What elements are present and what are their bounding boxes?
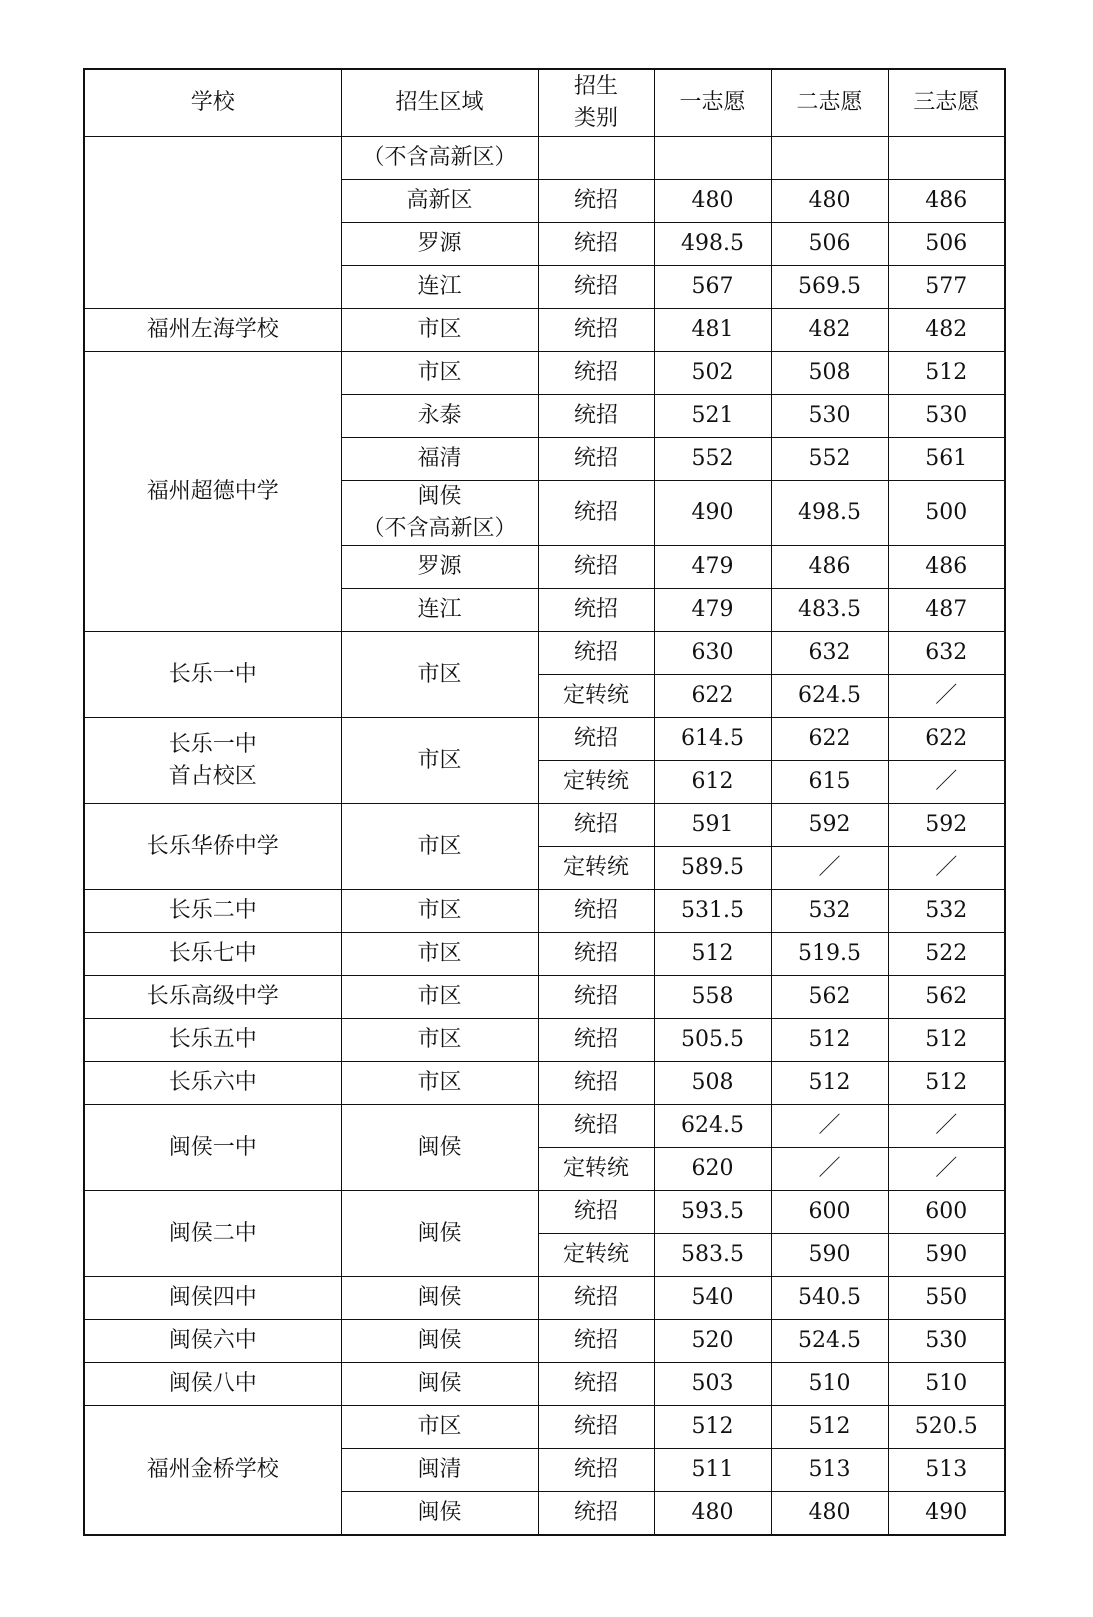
choice-1-score: 511 <box>654 1449 771 1492</box>
type-cell: 统招 <box>538 395 654 438</box>
choice-2-score: 532 <box>771 890 888 933</box>
choice-2-score: 624.5 <box>771 675 888 718</box>
type-cell: 统招 <box>538 1449 654 1492</box>
type-cell: 统招 <box>538 933 654 976</box>
school-cell: 长乐六中 <box>84 1062 341 1105</box>
choice-2-score: 519.5 <box>771 933 888 976</box>
type-cell: 统招 <box>538 546 654 589</box>
choice-3-score: 510 <box>888 1363 1005 1406</box>
region-cell: 市区 <box>341 1019 538 1062</box>
school-cell: 长乐华侨中学 <box>84 804 341 890</box>
table-body <box>84 137 1005 1536</box>
choice-2-score: 510 <box>771 1363 888 1406</box>
choice-3-score: ／ <box>888 761 1005 804</box>
school-cell: 长乐二中 <box>84 890 341 933</box>
school-cell: 闽侯六中 <box>84 1320 341 1363</box>
region-cell: 市区 <box>341 933 538 976</box>
region-cell: 市区 <box>341 1406 538 1449</box>
header-region: 招生区域 <box>341 69 538 137</box>
choice-3-score: 486 <box>888 546 1005 589</box>
choice-1-score: 612 <box>654 761 771 804</box>
choice-2-score: 590 <box>771 1234 888 1277</box>
choice-2-score: 506 <box>771 223 888 266</box>
type-cell: 统招 <box>538 1492 654 1536</box>
region-cell: 高新区 <box>341 180 538 223</box>
choice-2-score: ／ <box>771 847 888 890</box>
type-cell: 定转统 <box>538 675 654 718</box>
choice-2-score: ／ <box>771 1105 888 1148</box>
type-cell: 定转统 <box>538 1148 654 1191</box>
choice-2-score: 483.5 <box>771 589 888 632</box>
type-cell: 定转统 <box>538 1234 654 1277</box>
choice-2-score: ／ <box>771 1148 888 1191</box>
choice-1-score: 512 <box>654 1406 771 1449</box>
type-cell <box>538 137 654 180</box>
choice-2-score: 592 <box>771 804 888 847</box>
admission-score-table <box>83 68 1006 1536</box>
type-cell: 统招 <box>538 718 654 761</box>
school-cell: 长乐一中 首占校区 <box>84 718 341 804</box>
type-cell: 统招 <box>538 1363 654 1406</box>
choice-1-score: 531.5 <box>654 890 771 933</box>
choice-1-score: 558 <box>654 976 771 1019</box>
choice-2-score: 524.5 <box>771 1320 888 1363</box>
choice-3-score: 512 <box>888 1019 1005 1062</box>
header-choice-3: 三志愿 <box>888 69 1005 137</box>
choice-2-score: 512 <box>771 1406 888 1449</box>
table-row <box>84 1062 1005 1105</box>
choice-1-score: 614.5 <box>654 718 771 761</box>
table-row <box>84 352 1005 395</box>
choice-3-score: ／ <box>888 1148 1005 1191</box>
region-cell: 市区 <box>341 976 538 1019</box>
choice-1-score: 481 <box>654 309 771 352</box>
type-cell: 统招 <box>538 804 654 847</box>
choice-1-score: 508 <box>654 1062 771 1105</box>
type-cell: 定转统 <box>538 761 654 804</box>
school-cell: 长乐五中 <box>84 1019 341 1062</box>
choice-2-score: 512 <box>771 1062 888 1105</box>
choice-3-score: ／ <box>888 847 1005 890</box>
region-cell: 连江 <box>341 266 538 309</box>
table-row <box>84 890 1005 933</box>
type-cell: 统招 <box>538 976 654 1019</box>
choice-2-score: 615 <box>771 761 888 804</box>
region-cell: 闽侯 <box>341 1320 538 1363</box>
table-row <box>84 804 1005 847</box>
region-cell: 福清 <box>341 438 538 481</box>
choice-1-score: 620 <box>654 1148 771 1191</box>
header-row <box>84 69 1005 137</box>
choice-1-score: 490 <box>654 481 771 546</box>
choice-2-score <box>771 137 888 180</box>
region-cell: 闽侯 <box>341 1492 538 1536</box>
choice-1-score: 593.5 <box>654 1191 771 1234</box>
table-row <box>84 1363 1005 1406</box>
choice-1-score <box>654 137 771 180</box>
choice-1-score: 552 <box>654 438 771 481</box>
school-cell <box>84 137 341 309</box>
choice-1-score: 512 <box>654 933 771 976</box>
type-cell: 统招 <box>538 1406 654 1449</box>
choice-3-score: 513 <box>888 1449 1005 1492</box>
type-cell: 统招 <box>538 481 654 546</box>
choice-1-score: 505.5 <box>654 1019 771 1062</box>
region-cell: 罗源 <box>341 223 538 266</box>
region-cell: 市区 <box>341 309 538 352</box>
choice-2-score: 482 <box>771 309 888 352</box>
choice-2-score: 512 <box>771 1019 888 1062</box>
school-cell: 长乐一中 <box>84 632 341 718</box>
type-cell: 统招 <box>538 1277 654 1320</box>
choice-1-score: 622 <box>654 675 771 718</box>
type-cell: 统招 <box>538 180 654 223</box>
choice-3-score: 486 <box>888 180 1005 223</box>
school-cell: 福州金桥学校 <box>84 1406 341 1536</box>
region-cell: 市区 <box>341 718 538 804</box>
choice-1-score: 480 <box>654 1492 771 1536</box>
region-cell: （不含高新区） <box>341 137 538 180</box>
choice-3-score: 592 <box>888 804 1005 847</box>
choice-1-score: 480 <box>654 180 771 223</box>
choice-3-score: 622 <box>888 718 1005 761</box>
choice-2-score: 486 <box>771 546 888 589</box>
type-cell: 定转统 <box>538 847 654 890</box>
choice-1-score: 521 <box>654 395 771 438</box>
choice-3-score: 512 <box>888 1062 1005 1105</box>
choice-2-score: 540.5 <box>771 1277 888 1320</box>
choice-3-score <box>888 137 1005 180</box>
type-cell: 统招 <box>538 890 654 933</box>
choice-1-score: 502 <box>654 352 771 395</box>
choice-2-score: 600 <box>771 1191 888 1234</box>
choice-3-score: 562 <box>888 976 1005 1019</box>
choice-2-score: 569.5 <box>771 266 888 309</box>
choice-3-score: 482 <box>888 309 1005 352</box>
region-cell: 罗源 <box>341 546 538 589</box>
choice-3-score: 550 <box>888 1277 1005 1320</box>
region-cell: 闽侯 <box>341 1277 538 1320</box>
header-type: 招生 类别 <box>538 69 654 137</box>
choice-1-score: 583.5 <box>654 1234 771 1277</box>
type-cell: 统招 <box>538 309 654 352</box>
choice-1-score: 503 <box>654 1363 771 1406</box>
region-cell: 闽侯 <box>341 1191 538 1277</box>
type-cell: 统招 <box>538 589 654 632</box>
region-cell: 闽侯 <box>341 1105 538 1191</box>
choice-2-score: 480 <box>771 180 888 223</box>
table-row <box>84 1019 1005 1062</box>
school-cell: 闽侯一中 <box>84 1105 341 1191</box>
school-cell: 闽侯八中 <box>84 1363 341 1406</box>
region-cell: 闽侯 <box>341 1363 538 1406</box>
region-cell: 市区 <box>341 1062 538 1105</box>
choice-3-score: 500 <box>888 481 1005 546</box>
type-cell: 统招 <box>538 438 654 481</box>
choice-1-score: 589.5 <box>654 847 771 890</box>
choice-3-score: 522 <box>888 933 1005 976</box>
type-cell: 统招 <box>538 632 654 675</box>
choice-2-score: 530 <box>771 395 888 438</box>
choice-3-score: 530 <box>888 1320 1005 1363</box>
type-cell: 统招 <box>538 1105 654 1148</box>
choice-2-score: 513 <box>771 1449 888 1492</box>
table-row <box>84 137 1005 180</box>
school-cell: 福州左海学校 <box>84 309 341 352</box>
choice-3-score: 561 <box>888 438 1005 481</box>
choice-1-score: 624.5 <box>654 1105 771 1148</box>
header-choice-2: 二志愿 <box>771 69 888 137</box>
table-row <box>84 718 1005 761</box>
choice-1-score: 540 <box>654 1277 771 1320</box>
region-cell: 连江 <box>341 589 538 632</box>
choice-1-score: 630 <box>654 632 771 675</box>
choice-2-score: 498.5 <box>771 481 888 546</box>
school-cell: 福州超德中学 <box>84 352 341 632</box>
table-row <box>84 309 1005 352</box>
region-cell: 市区 <box>341 804 538 890</box>
school-cell: 闽侯二中 <box>84 1191 341 1277</box>
choice-2-score: 562 <box>771 976 888 1019</box>
choice-1-score: 498.5 <box>654 223 771 266</box>
choice-3-score: 577 <box>888 266 1005 309</box>
table-row <box>84 1191 1005 1234</box>
choice-2-score: 480 <box>771 1492 888 1536</box>
region-cell: 闽清 <box>341 1449 538 1492</box>
region-cell: 永泰 <box>341 395 538 438</box>
choice-1-score: 479 <box>654 589 771 632</box>
choice-1-score: 567 <box>654 266 771 309</box>
choice-2-score: 552 <box>771 438 888 481</box>
type-cell: 统招 <box>538 1062 654 1105</box>
school-cell: 长乐高级中学 <box>84 976 341 1019</box>
type-cell: 统招 <box>538 1191 654 1234</box>
table-row <box>84 1277 1005 1320</box>
type-cell: 统招 <box>538 352 654 395</box>
choice-3-score: 532 <box>888 890 1005 933</box>
table-row <box>84 1406 1005 1449</box>
choice-2-score: 632 <box>771 632 888 675</box>
type-cell: 统招 <box>538 1320 654 1363</box>
choice-3-score: ／ <box>888 675 1005 718</box>
school-cell: 闽侯四中 <box>84 1277 341 1320</box>
school-cell: 长乐七中 <box>84 933 341 976</box>
header-choice-1: 一志愿 <box>654 69 771 137</box>
table-row <box>84 1105 1005 1148</box>
choice-1-score: 520 <box>654 1320 771 1363</box>
table-row <box>84 632 1005 675</box>
choice-3-score: 632 <box>888 632 1005 675</box>
choice-3-score: 520.5 <box>888 1406 1005 1449</box>
region-cell: 市区 <box>341 632 538 718</box>
region-cell: 市区 <box>341 352 538 395</box>
choice-1-score: 591 <box>654 804 771 847</box>
table-row <box>84 933 1005 976</box>
region-cell: 市区 <box>341 890 538 933</box>
choice-3-score: 512 <box>888 352 1005 395</box>
type-cell: 统招 <box>538 1019 654 1062</box>
choice-2-score: 508 <box>771 352 888 395</box>
choice-3-score: 530 <box>888 395 1005 438</box>
table-row <box>84 1320 1005 1363</box>
choice-2-score: 622 <box>771 718 888 761</box>
choice-3-score: ／ <box>888 1105 1005 1148</box>
choice-3-score: 487 <box>888 589 1005 632</box>
choice-3-score: 590 <box>888 1234 1005 1277</box>
type-cell: 统招 <box>538 266 654 309</box>
choice-3-score: 490 <box>888 1492 1005 1536</box>
type-cell: 统招 <box>538 223 654 266</box>
choice-3-score: 600 <box>888 1191 1005 1234</box>
table-row <box>84 976 1005 1019</box>
choice-1-score: 479 <box>654 546 771 589</box>
header-school: 学校 <box>84 69 341 137</box>
choice-3-score: 506 <box>888 223 1005 266</box>
region-cell: 闽侯 （不含高新区） <box>341 481 538 546</box>
